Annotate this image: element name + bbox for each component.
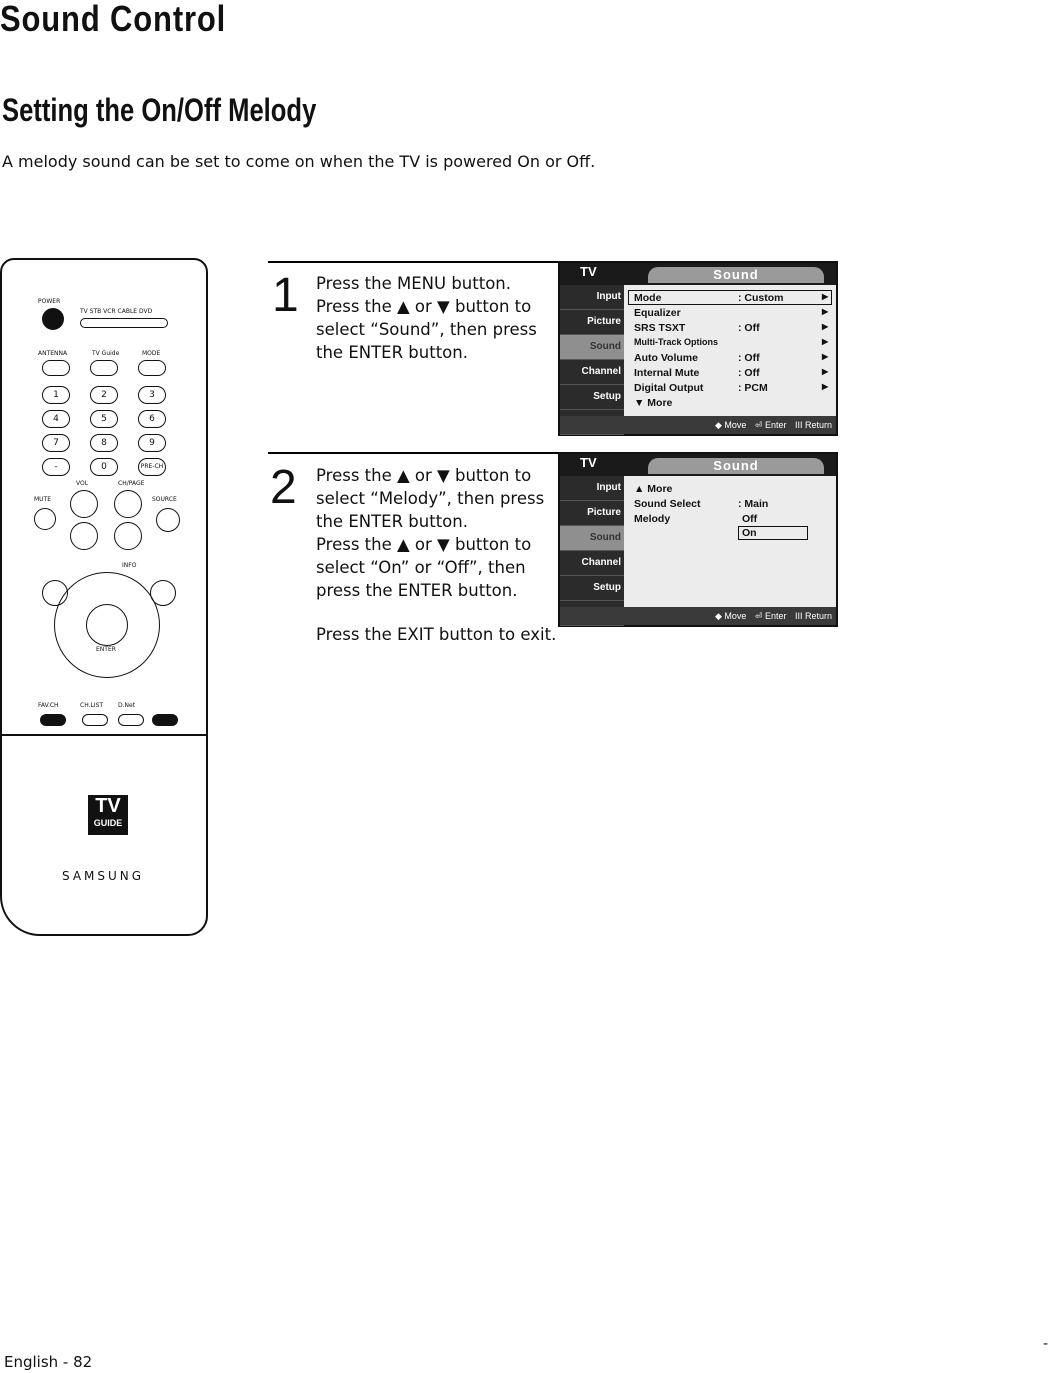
option-on: On (742, 527, 757, 539)
device-mode-labels: TV STB VCR CABLE DVD (80, 308, 153, 315)
brand-logo: SAMSUNG (62, 869, 145, 883)
row-value: : Main (738, 498, 769, 510)
digit-button: 3 (138, 386, 166, 404)
step-line: Press the ▲ or ▼ button to (316, 466, 532, 485)
row-label: SRS TSXT (634, 322, 686, 334)
step-line: Press the ▲ or ▼ button to (316, 535, 532, 554)
row-label: Auto Volume (634, 352, 698, 364)
move-hint: ◆ Move (714, 420, 747, 430)
digit-button: 0 (90, 458, 118, 476)
row-label: Sound Select (634, 498, 701, 510)
step-note (316, 623, 556, 646)
arrow-right-icon: ▶ (822, 307, 829, 316)
row-value: : Off (738, 322, 760, 334)
remote-divider (2, 734, 206, 736)
prech-button: PRE-CH (138, 458, 166, 476)
step-line: the ENTER button. (316, 512, 468, 531)
mute-icon (34, 508, 56, 530)
step-rule (268, 452, 558, 454)
chpage-label: CH/PAGE (118, 480, 145, 487)
sidebar-item-picture: Picture (560, 501, 624, 526)
tv-button (152, 714, 178, 726)
menu-tab: Sound (648, 267, 824, 283)
dnet-label: D.Net (118, 702, 136, 709)
step-number: 1 (272, 269, 299, 322)
step-rule (268, 261, 558, 263)
exit-note: Press the EXIT button to exit. (316, 625, 557, 644)
step-line: the ENTER button. (316, 343, 468, 362)
digit-button: 5 (90, 410, 118, 428)
step-line: Press the ▲ or ▼ button to (316, 297, 532, 316)
vol-label: VOL (76, 480, 89, 487)
margin-mark: - (1043, 1336, 1049, 1352)
antenna-button (42, 360, 70, 376)
move-hint: ◆ Move (714, 611, 747, 621)
power-icon (42, 308, 64, 330)
digit-button: 4 (42, 410, 70, 428)
vol-down-button (70, 522, 98, 550)
section-title: Setting the On/Off Melody (2, 92, 317, 128)
row-value: : PCM (738, 382, 768, 394)
mode-label: MODE (142, 350, 161, 357)
sidebar-item-setup: Setup (560, 576, 624, 601)
screen-footer (560, 416, 836, 434)
tvguide-logo (88, 795, 128, 835)
tv-label: TV (580, 264, 597, 279)
step-line: select “On” or “Off”, then (316, 558, 526, 577)
step-instructions (316, 272, 556, 364)
step-line: press the ENTER button. (316, 581, 518, 600)
mode-button (138, 360, 166, 376)
screen-footer (560, 607, 836, 625)
dnet-button (118, 714, 144, 726)
enter-hint: ⏎ Enter (754, 420, 787, 430)
source-label: SOURCE (152, 496, 177, 503)
power-label: POWER (38, 298, 61, 305)
favch-button (40, 714, 66, 726)
sidebar-item-input: Input (560, 285, 624, 310)
step-line: select “Sound”, then press (316, 320, 537, 339)
tv-menu-screen (558, 452, 838, 627)
arrow-right-icon: ▶ (822, 367, 829, 376)
sidebar-item-sound: Sound (560, 526, 624, 551)
page-footer: English - 82 (4, 1353, 93, 1371)
row-label: Mode (634, 292, 662, 304)
device-mode-bar (80, 318, 168, 328)
return-hint: III Return (794, 420, 832, 430)
arrow-right-icon: ▶ (822, 292, 829, 301)
digit-button: 7 (42, 434, 70, 452)
row-label: ▲ More (634, 483, 673, 495)
option-off: Off (742, 513, 758, 525)
antenna-label: ANTENNA (38, 350, 68, 357)
tvguide-button (90, 360, 118, 376)
row-value: : Off (738, 367, 760, 379)
sidebar-item-channel: Channel (560, 551, 624, 576)
tvguide-label: TV Guide (92, 350, 120, 357)
chlist-button (82, 714, 108, 726)
remote-control (0, 258, 208, 936)
ch-down-button (114, 522, 142, 550)
digit-button: 2 (90, 386, 118, 404)
row-label: Melody (634, 513, 671, 525)
sidebar-item-input: Input (560, 476, 624, 501)
row-label: Equalizer (634, 307, 681, 319)
digit-button: 9 (138, 434, 166, 452)
dash-button: - (42, 458, 70, 476)
menu-sidebar (560, 285, 624, 416)
step-line: Press the MENU button. (316, 274, 511, 293)
digit-button: 6 (138, 410, 166, 428)
source-button (156, 508, 180, 532)
row-label: ▼ More (634, 397, 673, 409)
step-instructions (316, 464, 556, 602)
sidebar-item-sound: Sound (560, 335, 624, 360)
arrow-right-icon: ▶ (822, 352, 829, 361)
digit-button: 8 (90, 434, 118, 452)
return-hint: III Return (794, 611, 832, 621)
step-number: 2 (270, 461, 297, 514)
enter-button (86, 604, 128, 646)
info-label: INFO (122, 562, 137, 569)
arrow-right-icon: ▶ (822, 382, 829, 391)
vol-up-button (70, 490, 98, 518)
page-title: Sound Control (0, 0, 227, 39)
digit-button: 1 (42, 386, 70, 404)
row-label: Internal Mute (634, 367, 700, 379)
arrow-right-icon: ▶ (822, 322, 829, 331)
screen-header (560, 263, 836, 285)
sidebar-item-channel: Channel (560, 360, 624, 385)
tvguide-logo-bottom: GUIDE (93, 818, 123, 828)
tv-label: TV (580, 455, 597, 470)
step-line: select “Melody”, then press (316, 489, 545, 508)
row-value: : Off (738, 352, 760, 364)
menu-sidebar (560, 476, 624, 607)
sidebar-item-setup: Setup (560, 385, 624, 410)
screen-header (560, 454, 836, 476)
sidebar-item-picture: Picture (560, 310, 624, 335)
row-label: Multi-Track Options (634, 337, 719, 347)
chlist-label: CH.LIST (80, 702, 104, 709)
intro-text: A melody sound can be set to come on when the TV is powered On or Off. (2, 152, 596, 171)
ch-up-button (114, 490, 142, 518)
row-value: : Custom (738, 292, 784, 304)
mute-label: MUTE (34, 496, 52, 503)
favch-label: FAV.CH (38, 702, 59, 709)
enter-label: ENTER (96, 646, 116, 653)
tvguide-logo-top: TV (95, 795, 121, 817)
arrow-right-icon: ▶ (822, 337, 829, 346)
menu-tab: Sound (648, 458, 824, 474)
row-label: Digital Output (634, 382, 704, 394)
enter-hint: ⏎ Enter (754, 611, 787, 621)
tv-menu-screen (558, 261, 838, 436)
